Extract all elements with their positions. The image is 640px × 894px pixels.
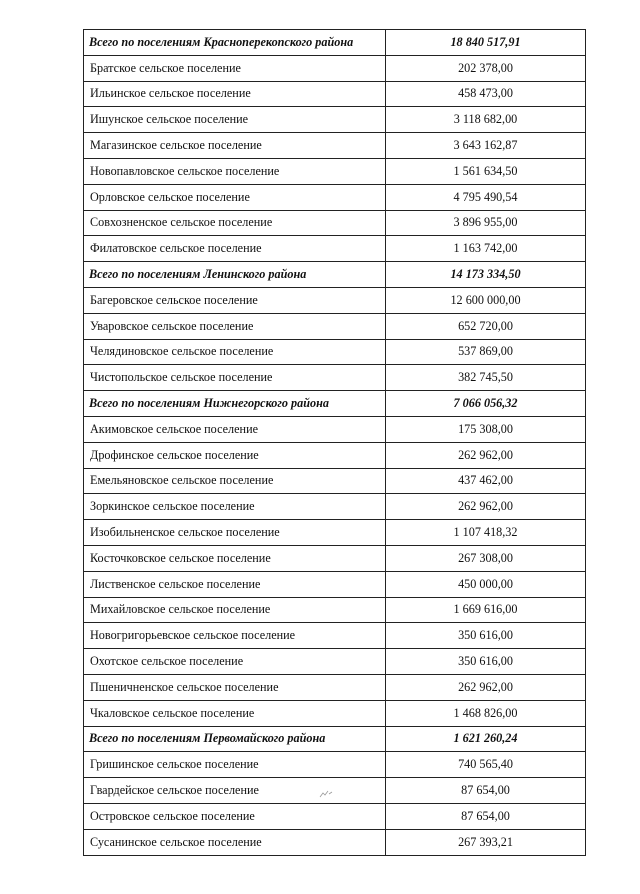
settlement-amount: 87 654,00 (386, 803, 586, 829)
district-total-amount: 1 621 260,24 (386, 726, 586, 752)
settlement-amount: 267 393,21 (386, 829, 586, 855)
settlement-name: Уваровское сельское поселение (84, 313, 386, 339)
settlement-amount: 3 643 162,87 (386, 133, 586, 159)
settlement-name: Чкаловское сельское поселение (84, 700, 386, 726)
settlement-row (84, 184, 586, 210)
settlement-amount: 3 896 955,00 (386, 210, 586, 236)
settlement-row (84, 571, 586, 597)
settlement-amount: 3 118 682,00 (386, 107, 586, 133)
settlement-row (84, 365, 586, 391)
district-total-label: Всего по поселениям Нижнегорского района (84, 391, 386, 417)
settlement-row (84, 597, 586, 623)
settlement-name: Лиственское сельское поселение (84, 571, 386, 597)
settlement-row (84, 674, 586, 700)
settlement-name: Совхозненское сельское поселение (84, 210, 386, 236)
settlement-row (84, 649, 586, 675)
settlement-amount: 350 616,00 (386, 623, 586, 649)
settlement-row (84, 339, 586, 365)
settlement-amount: 262 962,00 (386, 442, 586, 468)
settlement-row (84, 700, 586, 726)
district-total-label: Всего по поселениям Ленинского района (84, 262, 386, 288)
settlement-row (84, 158, 586, 184)
district-total-amount: 7 066 056,32 (386, 391, 586, 417)
settlement-amount: 4 795 490,54 (386, 184, 586, 210)
settlement-row (84, 107, 586, 133)
settlement-name: Новопавловское сельское поселение (84, 158, 386, 184)
settlement-name: Сусанинское сельское поселение (84, 829, 386, 855)
settlement-row (84, 520, 586, 546)
settlement-row (84, 623, 586, 649)
district-total-label: Всего по поселениям Красноперекопского района (84, 30, 386, 56)
settlement-name: Пшеничненское сельское поселение (84, 674, 386, 700)
settlement-amount: 537 869,00 (386, 339, 586, 365)
settlement-amount: 437 462,00 (386, 468, 586, 494)
settlement-name: Братское сельское поселение (84, 55, 386, 81)
settlement-amount: 262 962,00 (386, 494, 586, 520)
settlement-amount: 1 163 742,00 (386, 236, 586, 262)
document-page (83, 29, 586, 856)
settlement-name: Челядиновское сельское поселение (84, 339, 386, 365)
settlement-name: Акимовское сельское поселение (84, 416, 386, 442)
settlement-name: Островское сельское поселение (84, 803, 386, 829)
settlement-amount: 740 565,40 (386, 752, 586, 778)
district-total-amount: 18 840 517,91 (386, 30, 586, 56)
settlement-amount: 1 669 616,00 (386, 597, 586, 623)
settlement-name: Багеровское сельское поселение (84, 287, 386, 313)
settlement-row (84, 752, 586, 778)
settlement-name: Дрофинское сельское поселение (84, 442, 386, 468)
settlements-table (83, 29, 586, 856)
district-total-row (84, 262, 586, 288)
settlement-row (84, 829, 586, 855)
settlement-name: Новогригорьевское сельское поселение (84, 623, 386, 649)
settlement-amount: 450 000,00 (386, 571, 586, 597)
settlement-row (84, 442, 586, 468)
settlement-name: Чистопольское сельское поселение (84, 365, 386, 391)
settlement-amount: 458 473,00 (386, 81, 586, 107)
settlement-name: Орловское сельское поселение (84, 184, 386, 210)
settlement-row (84, 494, 586, 520)
settlement-row (84, 803, 586, 829)
pen-mark (318, 789, 334, 799)
settlement-amount: 12 600 000,00 (386, 287, 586, 313)
settlement-amount: 1 107 418,32 (386, 520, 586, 546)
settlement-row (84, 287, 586, 313)
settlement-amount: 382 745,50 (386, 365, 586, 391)
settlement-amount: 1 468 826,00 (386, 700, 586, 726)
settlement-name: Ильинское сельское поселение (84, 81, 386, 107)
settlement-row (84, 778, 586, 804)
settlement-name: Магазинское сельское поселение (84, 133, 386, 159)
district-total-label: Всего по поселениям Первомайского района (84, 726, 386, 752)
district-total-amount: 14 173 334,50 (386, 262, 586, 288)
settlement-name: Емельяновское сельское поселение (84, 468, 386, 494)
settlement-name: Филатовское сельское поселение (84, 236, 386, 262)
district-total-row (84, 30, 586, 56)
settlement-amount: 267 308,00 (386, 545, 586, 571)
settlement-row (84, 133, 586, 159)
settlement-name: Гришинское сельское поселение (84, 752, 386, 778)
settlement-amount: 262 962,00 (386, 674, 586, 700)
settlement-row (84, 81, 586, 107)
settlement-name: Михайловское сельское поселение (84, 597, 386, 623)
settlement-row (84, 210, 586, 236)
settlement-amount: 652 720,00 (386, 313, 586, 339)
settlement-name: Гвардейское сельское поселение (84, 778, 386, 804)
settlement-amount: 350 616,00 (386, 649, 586, 675)
settlement-name: Зоркинское сельское поселение (84, 494, 386, 520)
settlement-amount: 175 308,00 (386, 416, 586, 442)
settlement-amount: 87 654,00 (386, 778, 586, 804)
settlement-row (84, 468, 586, 494)
district-total-row (84, 391, 586, 417)
settlement-name: Косточковское сельское поселение (84, 545, 386, 571)
settlement-name: Ишунское сельское поселение (84, 107, 386, 133)
settlement-row (84, 236, 586, 262)
settlement-row (84, 313, 586, 339)
settlement-row (84, 55, 586, 81)
settlement-amount: 1 561 634,50 (386, 158, 586, 184)
settlement-amount: 202 378,00 (386, 55, 586, 81)
settlement-name: Изобильненское сельское поселение (84, 520, 386, 546)
settlement-name: Охотское сельское поселение (84, 649, 386, 675)
settlement-row (84, 545, 586, 571)
district-total-row (84, 726, 586, 752)
settlement-row (84, 416, 586, 442)
